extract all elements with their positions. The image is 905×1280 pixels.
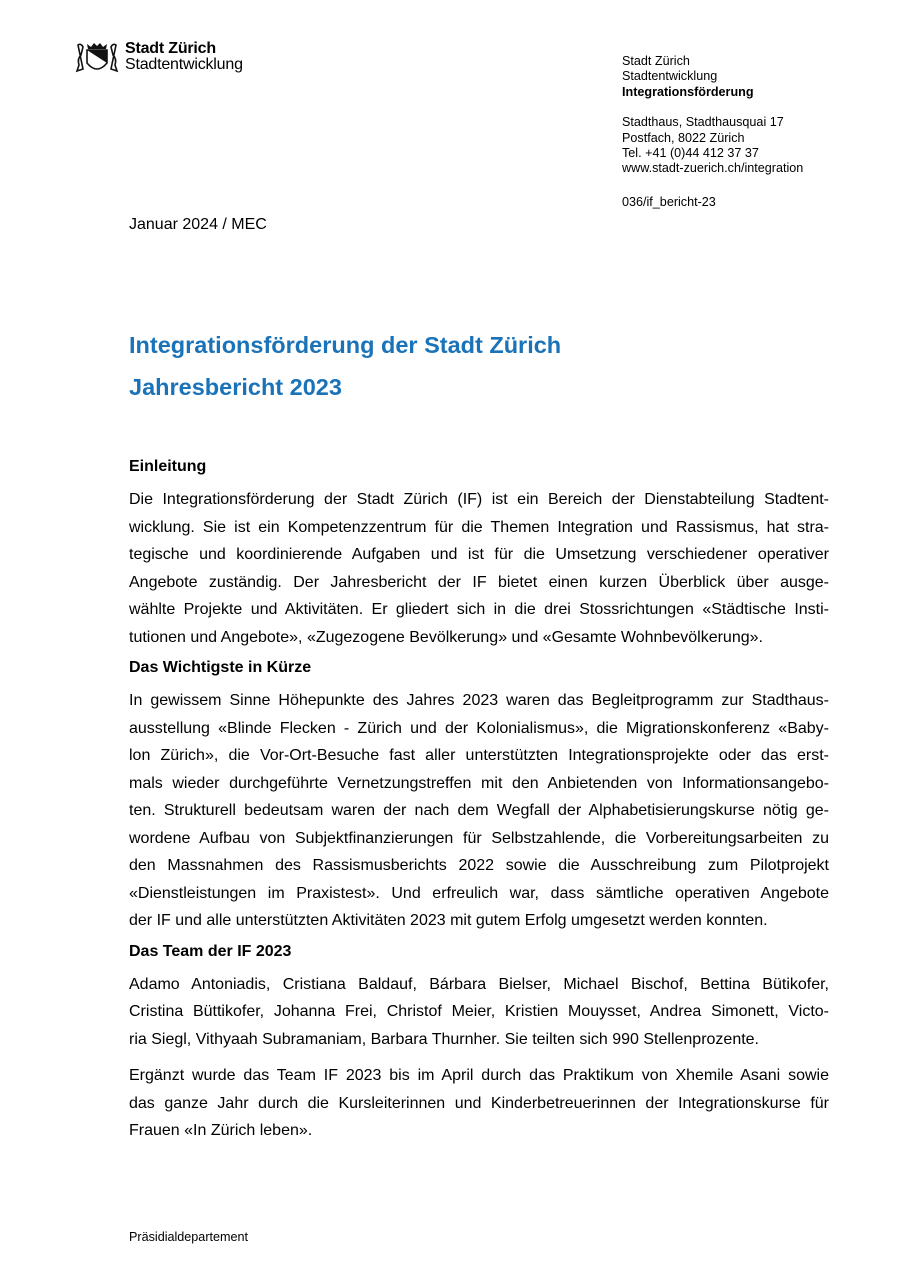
footer-department: Präsidialdepartement	[129, 1230, 249, 1244]
text-line: Adamo Antoniadis, Cristiana Baldauf, Bárbara Bielser, Michael Bischof, Bettina Bütikofer,	[129, 975, 829, 993]
text-line: das ganze Jahr durch die Kursleiterinnen und Kinderbetreuerinnen der Integrationskurse für	[129, 1094, 829, 1112]
text-line: Angebote zuständig. Der Jahresbericht der IF bietet einen kurzen Überblick über ausge-	[129, 573, 829, 591]
address-unit: Integrationsförderung	[622, 84, 754, 99]
team-heading: Das Team der IF 2023	[129, 942, 292, 960]
document-date: Januar 2024 / MEC	[129, 216, 267, 233]
text-line: ausstellung «Blinde Flecken - Zürich und der Kolonialismus», die Migrationskonferenz «Baby-	[129, 719, 829, 737]
title-line-2: Jahresbericht 2023	[129, 374, 342, 400]
address-department: Stadtentwicklung	[622, 69, 718, 84]
text-line: Ergänzt wurde das Team IF 2023 bis im April durch das Praktikum von Xhemile Asani sowie	[129, 1067, 829, 1084]
text-line: tegische und koordinierende Aufgaben und ist für die Umsetzung verschiedener operativer	[129, 546, 829, 563]
address-street: Stadthaus, Stadthausquai 17	[622, 115, 784, 130]
text-line: ten. Strukturell bedeutsam waren der nach dem Wegfall der Alphabetisierungskurse nötig ge-	[129, 802, 829, 819]
text-line: den Massnahmen des Rassismusberichts 2022 sowie die Ausschreibung zum Pilotprojekt	[129, 857, 829, 874]
title-line-1: Integrationsförderung der Stadt Zürich	[129, 332, 562, 358]
intro-heading: Einleitung	[129, 458, 207, 475]
sender-address	[622, 54, 803, 177]
team-paragraph	[129, 971, 829, 1054]
address-website: www.stadt-zuerich.ch/integration	[622, 161, 804, 176]
document-reference: 036/if_bericht-23	[622, 195, 716, 209]
summary-heading: Das Wichtigste in Kürze	[129, 659, 312, 676]
summary-paragraph	[129, 687, 829, 935]
text-line: wordene Aufbau von Subjektfinanzierungen für Selbstzahlende, die Vorbereitungsarbeiten zu	[129, 829, 829, 847]
logo-department: Stadtentwicklung	[125, 56, 243, 73]
logo	[75, 41, 243, 75]
text-line: tutionen und Angebote», «Zugezogene Bevölkerung» und «Gesamte Wohnbevölkerung».	[129, 628, 763, 646]
report-body	[129, 456, 829, 1145]
text-line: Frauen «In Zürich leben».	[129, 1122, 313, 1139]
text-line: ria Siegl, Vithyaah Subramaniam, Barbara Thurnher. Sie teilten sich 990 Stellenprozente.	[129, 1030, 759, 1048]
team-addendum-paragraph	[129, 1062, 829, 1145]
address-phone: Tel. +41 (0)44 412 37 37	[622, 146, 759, 161]
text-line: wählte Projekte und Aktivitäten. Er gliedert sich in die drei Stossrichtungen «Städtische Insti-	[129, 601, 829, 618]
zurich-crest-icon	[75, 41, 119, 75]
intro-paragraph	[129, 486, 829, 651]
text-line: mals wieder durchgeführte Vernetzungstreffen mit den Anbietenden von Informationsangebo-	[129, 774, 829, 792]
address-city: Stadt Zürich	[622, 54, 690, 68]
text-line: lon Zürich», die Vor-Ort-Besuche fast aller unterstützten Integrationsprojekte oder das erst-	[129, 747, 829, 764]
text-line: In gewissem Sinne Höhepunkte des Jahres 2023 waren das Begleitprogramm zur Stadthaus-	[129, 692, 829, 709]
document-title	[129, 324, 561, 408]
text-line: Die Integrationsförderung der Stadt Zürich (IF) ist ein Bereich der Dienstabteilung Stadtent-	[129, 491, 829, 508]
text-line: der IF und alle unterstützten Aktivitäten 2023 mit gutem Erfolg umgesetzt werden konnten.	[129, 912, 768, 929]
text-line: wicklung. Sie ist ein Kompetenzzentrum für die Themen Integration und Rassismus, hat stra-	[129, 518, 829, 536]
address-postbox: Postfach, 8022 Zürich	[622, 130, 745, 145]
logo-name: Stadt Zürich	[125, 40, 216, 57]
text-line: «Dienstleistungen im Praxistest». Und erfreulich war, dass sämtliche operativen Angebote	[129, 884, 829, 902]
text-line: Cristina Büttikofer, Johanna Frei, Christof Meier, Kristien Mouysset, Andrea Simonett, Victo-	[129, 1003, 829, 1020]
